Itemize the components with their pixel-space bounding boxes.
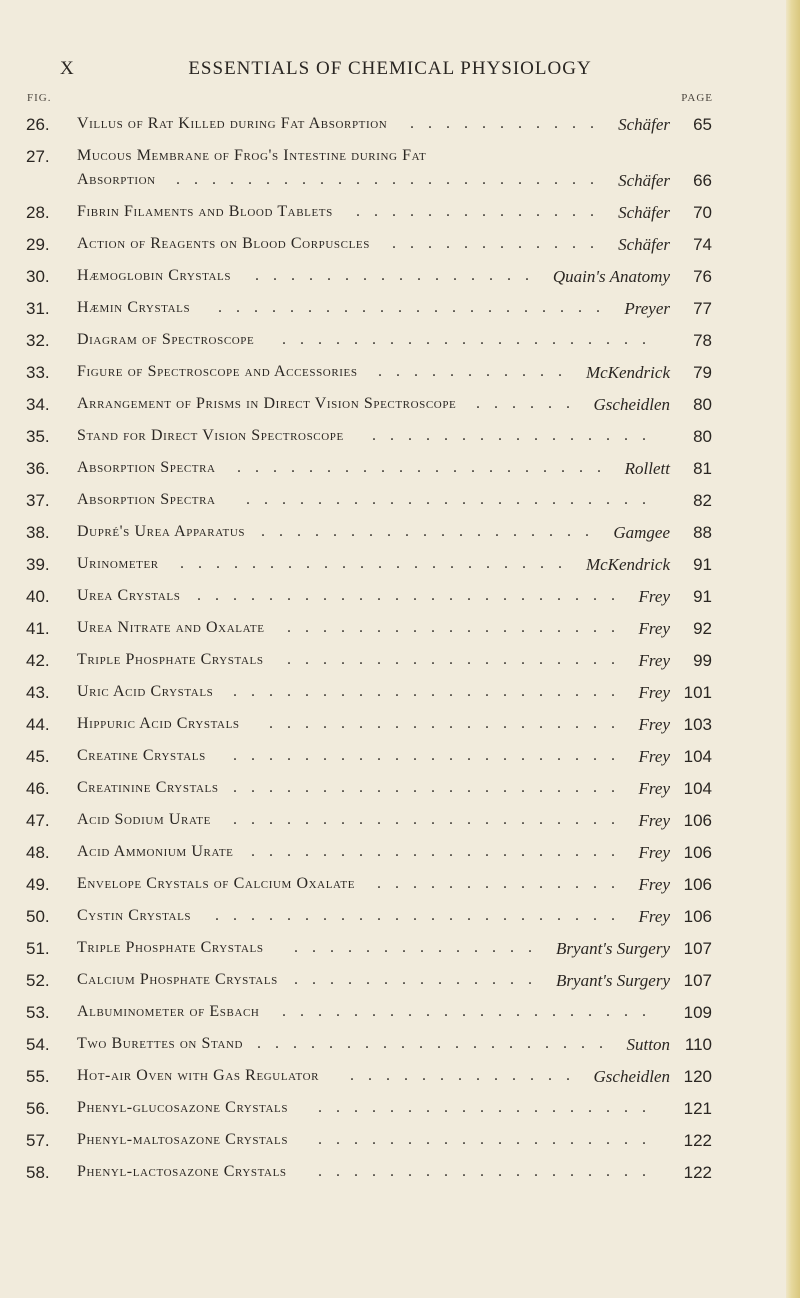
figure-source: Bryant's Surgery bbox=[556, 939, 670, 958]
page-reference: 107 bbox=[683, 971, 712, 990]
page-reference: 79 bbox=[693, 363, 712, 382]
list-item bbox=[0, 1131, 800, 1163]
page-reference: 88 bbox=[693, 523, 712, 542]
page-header bbox=[0, 52, 800, 82]
figure-title: Absorption Spectra bbox=[77, 491, 216, 508]
figure-title: Action of Reagents on Blood Corpuscles bbox=[77, 235, 370, 252]
list-item bbox=[0, 779, 800, 811]
dot-leader: ...................... bbox=[233, 811, 629, 828]
figure-title: Triple Phosphate Crystals bbox=[77, 939, 264, 956]
list-item bbox=[0, 299, 800, 331]
figure-number: 48. bbox=[26, 843, 50, 862]
page-reference: 106 bbox=[683, 811, 712, 830]
figure-title: Absorption Spectra bbox=[77, 459, 216, 476]
page-reference: 121 bbox=[683, 1099, 712, 1118]
list-item bbox=[0, 427, 800, 459]
figure-number: 35. bbox=[26, 427, 50, 446]
list-item bbox=[0, 683, 800, 715]
list-item bbox=[0, 395, 800, 427]
list-item bbox=[0, 939, 800, 971]
dot-leader: ............ bbox=[392, 235, 608, 252]
figure-source: Frey bbox=[638, 587, 670, 606]
figure-number: 40. bbox=[26, 587, 50, 606]
figure-number: 45. bbox=[26, 747, 50, 766]
list-item bbox=[0, 875, 800, 907]
list-item bbox=[0, 555, 800, 587]
page-reference: 92 bbox=[693, 619, 712, 638]
figure-source: Frey bbox=[638, 875, 670, 894]
figure-source: Rollett bbox=[624, 459, 670, 478]
figure-number: 50. bbox=[26, 907, 50, 926]
page-column-heading: PAGE bbox=[681, 92, 713, 104]
dot-leader: ...................... bbox=[233, 683, 629, 700]
dot-leader: ................ bbox=[372, 427, 660, 444]
dot-leader: ................... bbox=[318, 1163, 660, 1180]
figure-number: 54. bbox=[26, 1035, 50, 1054]
page-reference: 106 bbox=[683, 843, 712, 862]
list-item bbox=[0, 235, 800, 267]
figure-source: Frey bbox=[638, 651, 670, 670]
figure-number: 56. bbox=[26, 1099, 50, 1118]
figure-number: 27. bbox=[26, 147, 50, 166]
figure-title: Hæmoglobin Crystals bbox=[77, 267, 232, 284]
figure-title: Villus of Rat Killed during Fat Absorption bbox=[77, 115, 388, 132]
figure-source: Sutton bbox=[626, 1035, 670, 1054]
figure-title: Urea Crystals bbox=[77, 587, 181, 604]
figure-source: Schäfer bbox=[618, 235, 670, 254]
figure-title: Hippuric Acid Crystals bbox=[77, 715, 240, 732]
list-item bbox=[0, 523, 800, 555]
figure-number: 46. bbox=[26, 779, 50, 798]
figure-source: Schäfer bbox=[618, 171, 670, 190]
figure-title: Cystin Crystals bbox=[77, 907, 192, 924]
figure-title-continued: Absorption bbox=[77, 171, 156, 188]
figure-number: 44. bbox=[26, 715, 50, 734]
dot-leader: ...................... bbox=[180, 555, 576, 572]
column-headings bbox=[0, 92, 800, 108]
figure-title: Phenyl-lactosazone Crystals bbox=[77, 1163, 287, 1180]
list-item bbox=[0, 459, 800, 491]
figure-source: McKendrick bbox=[585, 555, 670, 574]
figure-number: 43. bbox=[26, 683, 50, 702]
dot-leader: ................... bbox=[261, 523, 603, 540]
figure-title: Uric Acid Crystals bbox=[77, 683, 214, 700]
list-item bbox=[0, 115, 800, 147]
figure-number: 51. bbox=[26, 939, 50, 958]
page-number: X bbox=[60, 58, 75, 79]
figure-title: Urea Nitrate and Oxalate bbox=[77, 619, 265, 636]
list-item bbox=[0, 715, 800, 747]
dot-leader: ........... bbox=[378, 363, 576, 380]
page-reference: 122 bbox=[683, 1163, 712, 1182]
page-reference: 91 bbox=[693, 587, 712, 606]
dot-leader: ................... bbox=[318, 1099, 660, 1116]
dot-leader: ....................... bbox=[246, 491, 660, 508]
figure-number: 47. bbox=[26, 811, 50, 830]
figure-title: Stand for Direct Vision Spectroscope bbox=[77, 427, 344, 444]
dot-leader: .............. bbox=[294, 971, 546, 988]
list-item bbox=[0, 1099, 800, 1131]
figure-title: Acid Sodium Urate bbox=[77, 811, 211, 828]
page-reference: 101 bbox=[683, 683, 712, 702]
figure-number: 42. bbox=[26, 651, 50, 670]
figure-title: Creatine Crystals bbox=[77, 747, 206, 764]
page-reference: 104 bbox=[683, 747, 712, 766]
figure-title: Mucous Membrane of Frog's Intestine during Fat bbox=[77, 147, 427, 164]
figure-number: 41. bbox=[26, 619, 50, 638]
figure-number: 39. bbox=[26, 555, 50, 574]
dot-leader: .............. bbox=[377, 875, 629, 892]
figure-title: Dupré's Urea Apparatus bbox=[77, 523, 246, 540]
page-reference: 106 bbox=[683, 875, 712, 894]
dot-leader: ..................... bbox=[237, 459, 615, 476]
list-item bbox=[0, 907, 800, 939]
running-head: ESSENTIALS OF CHEMICAL PHYSIOLOGY bbox=[188, 58, 592, 79]
figure-source: Frey bbox=[638, 779, 670, 798]
figure-number: 57. bbox=[26, 1131, 50, 1150]
figure-number: 28. bbox=[26, 203, 50, 222]
figure-title: Two Burettes on Stand bbox=[77, 1035, 244, 1052]
figure-number: 33. bbox=[26, 363, 50, 382]
dot-leader: ................... bbox=[287, 651, 629, 668]
dot-leader: ...................... bbox=[233, 747, 629, 764]
list-item bbox=[0, 363, 800, 395]
figure-number: 30. bbox=[26, 267, 50, 286]
dot-leader: ................... bbox=[318, 1131, 660, 1148]
figure-title: Phenyl-maltosazone Crystals bbox=[77, 1131, 289, 1148]
list-item bbox=[0, 147, 800, 203]
figure-source: Schäfer bbox=[618, 115, 670, 134]
figure-number: 58. bbox=[26, 1163, 50, 1182]
figure-source: Preyer bbox=[624, 299, 670, 318]
figure-number: 52. bbox=[26, 971, 50, 990]
page-reference: 122 bbox=[683, 1131, 712, 1150]
page-reference: 106 bbox=[683, 907, 712, 926]
figure-number: 34. bbox=[26, 395, 50, 414]
page-reference: 91 bbox=[693, 555, 712, 574]
list-item bbox=[0, 811, 800, 843]
list-item bbox=[0, 587, 800, 619]
dot-leader: .............. bbox=[356, 203, 608, 220]
dot-leader: .............. bbox=[294, 939, 546, 956]
page-reference: 77 bbox=[693, 299, 712, 318]
figure-title: Fibrin Filaments and Blood Tablets bbox=[77, 203, 333, 220]
figure-number: 55. bbox=[26, 1067, 50, 1086]
figure-title: Phenyl-glucosazone Crystals bbox=[77, 1099, 289, 1116]
figure-number: 36. bbox=[26, 459, 50, 478]
page-reference: 82 bbox=[693, 491, 712, 510]
figure-title: Albuminometer of Esbach bbox=[77, 1003, 260, 1020]
figure-source: McKendrick bbox=[585, 363, 670, 382]
page-reference: 99 bbox=[693, 651, 712, 670]
figure-source: Frey bbox=[638, 907, 670, 926]
dot-leader: ................... bbox=[287, 619, 629, 636]
dot-leader: ................ bbox=[255, 267, 543, 284]
figure-source: Frey bbox=[638, 843, 670, 862]
figure-number: 38. bbox=[26, 523, 50, 542]
list-item bbox=[0, 491, 800, 523]
list-item bbox=[0, 203, 800, 235]
figure-source: Gamgee bbox=[613, 523, 670, 542]
list-item bbox=[0, 331, 800, 363]
page-reference: 65 bbox=[693, 115, 712, 134]
figure-title: Figure of Spectroscope and Accessories bbox=[77, 363, 358, 380]
page-reference: 66 bbox=[693, 171, 712, 190]
figure-title: Creatinine Crystals bbox=[77, 779, 219, 796]
dot-leader: ....................... bbox=[215, 907, 629, 924]
page-reference: 110 bbox=[684, 1035, 712, 1054]
page-reference: 70 bbox=[693, 203, 712, 222]
figure-source: Bryant's Surgery bbox=[556, 971, 670, 990]
page-reference: 103 bbox=[683, 715, 712, 734]
figure-title: Hot-air Oven with Gas Regulator bbox=[77, 1067, 320, 1084]
figure-source: Schäfer bbox=[618, 203, 670, 222]
page-reference: 76 bbox=[693, 267, 712, 286]
figure-number: 26. bbox=[26, 115, 50, 134]
list-item bbox=[0, 971, 800, 1003]
figure-source: Frey bbox=[638, 619, 670, 638]
dot-leader: ..................... bbox=[251, 843, 629, 860]
list-item bbox=[0, 1035, 800, 1067]
figure-source: Frey bbox=[638, 811, 670, 830]
dot-leader: ........................ bbox=[197, 587, 629, 604]
page-reference: 109 bbox=[683, 1003, 712, 1022]
figure-number: 53. bbox=[26, 1003, 50, 1022]
dot-leader: ...................... bbox=[218, 299, 614, 316]
figure-source: Frey bbox=[638, 747, 670, 766]
dot-leader: ...................... bbox=[233, 779, 629, 796]
figure-title: Urinometer bbox=[77, 555, 159, 572]
dot-leader: .................... bbox=[257, 1035, 617, 1052]
list-item bbox=[0, 619, 800, 651]
figure-number: 31. bbox=[26, 299, 50, 318]
figure-title: Envelope Crystals of Calcium Oxalate bbox=[77, 875, 356, 892]
figure-number: 49. bbox=[26, 875, 50, 894]
page-reference: 74 bbox=[693, 235, 712, 254]
list-item bbox=[0, 843, 800, 875]
dot-leader: ..................... bbox=[282, 1003, 660, 1020]
page-reference: 81 bbox=[693, 459, 712, 478]
figure-number: 29. bbox=[26, 235, 50, 254]
dot-leader: ...... bbox=[476, 395, 584, 412]
list-item bbox=[0, 651, 800, 683]
list-item bbox=[0, 1067, 800, 1099]
dot-leader: ........................ bbox=[176, 171, 608, 188]
page-reference: 107 bbox=[683, 939, 712, 958]
figure-title: Triple Phosphate Crystals bbox=[77, 651, 264, 668]
figure-source: Frey bbox=[638, 683, 670, 702]
list-item bbox=[0, 1163, 800, 1195]
figure-number: 32. bbox=[26, 331, 50, 350]
figure-title: Acid Ammonium Urate bbox=[77, 843, 234, 860]
page-reference: 80 bbox=[693, 395, 712, 414]
page-reference: 80 bbox=[693, 427, 712, 446]
page-reference: 78 bbox=[693, 331, 712, 350]
figure-source: Gscheidlen bbox=[593, 395, 670, 414]
list-item bbox=[0, 747, 800, 779]
figure-source: Quain's Anatomy bbox=[552, 267, 670, 286]
figure-number: 37. bbox=[26, 491, 50, 510]
figure-source: Frey bbox=[638, 715, 670, 734]
figure-title: Hæmin Crystals bbox=[77, 299, 191, 316]
dot-leader: ............. bbox=[350, 1067, 584, 1084]
list-item bbox=[0, 267, 800, 299]
figure-list bbox=[0, 115, 800, 1195]
dot-leader: .................... bbox=[269, 715, 629, 732]
dot-leader: ..................... bbox=[282, 331, 660, 348]
page-reference: 120 bbox=[683, 1067, 712, 1086]
list-item bbox=[0, 1003, 800, 1035]
figure-title: Calcium Phosphate Crystals bbox=[77, 971, 278, 988]
page-reference: 104 bbox=[683, 779, 712, 798]
figure-title: Arrangement of Prisms in Direct Vision Spectroscope bbox=[77, 395, 457, 412]
dot-leader: ........... bbox=[410, 115, 608, 132]
fig-column-heading: FIG. bbox=[27, 92, 52, 104]
figure-source: Gscheidlen bbox=[593, 1067, 670, 1086]
figure-title: Diagram of Spectroscope bbox=[77, 331, 255, 348]
